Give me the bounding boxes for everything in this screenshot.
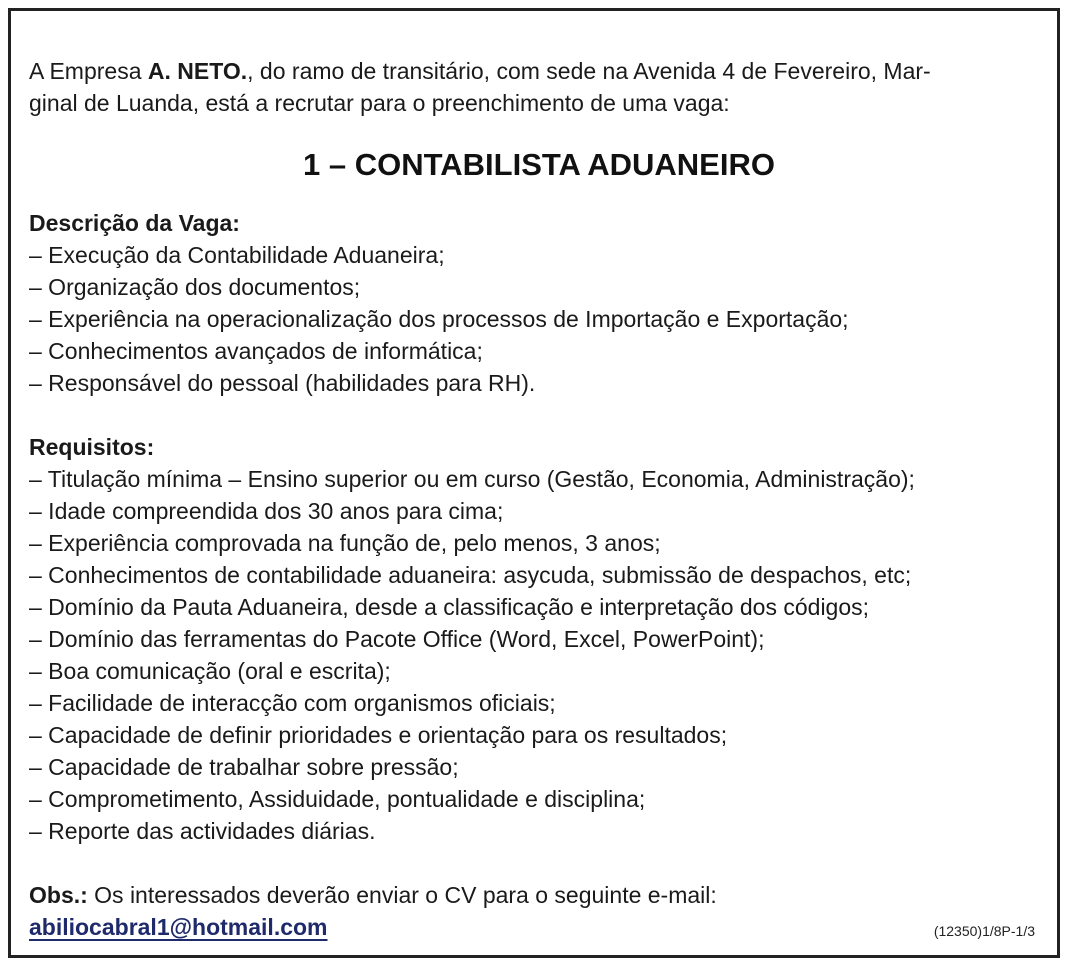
requirement-item: – Capacidade de definir prioridades e orientação para os resultados; (29, 722, 728, 748)
obs-text: Os interessados deverão enviar o CV para o seguinte e-mail: (87, 882, 717, 908)
requirements-heading: Requisitos: (29, 434, 155, 460)
description-item: – Experiência na operacionalização dos processos de Importação e Exportação; (29, 306, 849, 332)
intro-line-2: ginal de Luanda, está a recrutar para o preenchimento de uma vaga: (29, 90, 730, 116)
obs-paragraph (29, 879, 1049, 943)
requirement-item: – Titulação mínima – Ensino superior ou em curso (Gestão, Economia, Administração); (29, 466, 915, 492)
ad-content (29, 55, 1049, 943)
company-name: A. NETO. (147, 58, 248, 84)
requirement-item: – Comprometimento, Assiduidade, pontualidade e disciplina; (29, 786, 646, 812)
ad-frame (8, 8, 1060, 958)
requirements-list (29, 463, 1049, 847)
obs-label: Obs.: (29, 882, 88, 908)
requirement-item: – Boa comunicação (oral e escrita); (29, 658, 391, 684)
requirement-item: – Facilidade de interacção com organismos oficiais; (29, 690, 556, 716)
description-item: – Responsável do pessoal (habilidades para RH). (29, 370, 536, 396)
description-list (29, 239, 1049, 399)
description-heading: Descrição da Vaga: (29, 210, 240, 236)
requirement-item: – Domínio das ferramentas do Pacote Office (Word, Excel, PowerPoint); (29, 626, 765, 652)
requirement-item: – Capacidade de trabalhar sobre pressão; (29, 754, 459, 780)
requirement-item: – Conhecimentos de contabilidade aduaneira: asycuda, submissão de despachos, etc; (29, 562, 912, 588)
intro-prefix: A Empresa (29, 58, 148, 84)
requirement-item: – Idade compreendida dos 30 anos para cima; (29, 498, 504, 524)
section-spacer (29, 847, 1049, 879)
intro-suffix: , do ramo de transitário, com sede na Avenida 4 de Fevereiro, Mar- (247, 58, 931, 84)
description-item: – Conhecimentos avançados de informática; (29, 338, 483, 364)
description-item: – Execução da Contabilidade Aduaneira; (29, 242, 445, 268)
job-title: 1 – CONTABILISTA ADUANEIRO (303, 147, 775, 182)
section-spacer (29, 399, 1049, 431)
description-item: – Organização dos documentos; (29, 274, 361, 300)
reference-code: (12350)1/8P-1/3 (933, 923, 1035, 939)
requirement-item: – Domínio da Pauta Aduaneira, desde a classificação e interpretação dos códigos; (29, 594, 870, 620)
requirement-item: – Reporte das actividades diárias. (29, 818, 376, 844)
requirement-item: – Experiência comprovada na função de, pelo menos, 3 anos; (29, 530, 661, 556)
email-link[interactable]: abiliocabral1@hotmail.com (29, 914, 328, 940)
intro-paragraph (29, 55, 1049, 119)
